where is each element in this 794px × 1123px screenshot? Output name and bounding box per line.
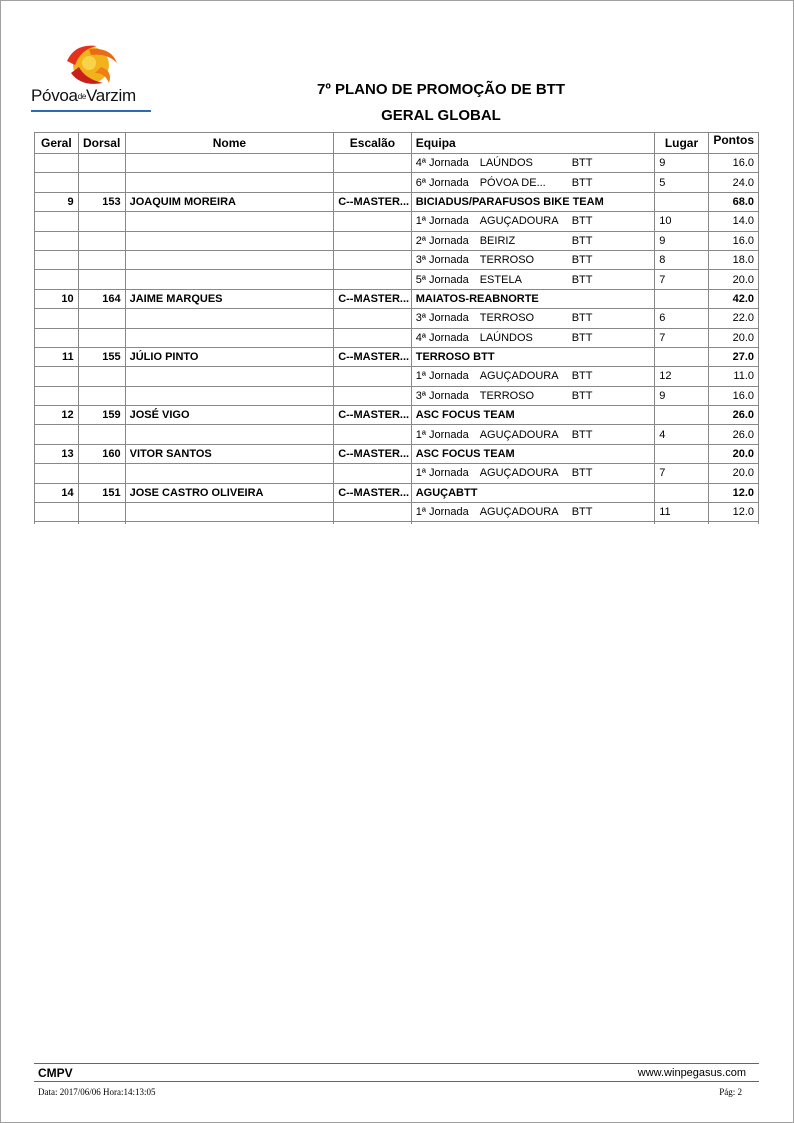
- cell-stage: [411, 328, 655, 347]
- cell-escalao: [334, 231, 412, 250]
- end-cell: [411, 522, 655, 525]
- stage-modality: BTT: [571, 157, 593, 170]
- cell-nome: [125, 464, 334, 483]
- cell-geral: [35, 173, 79, 192]
- stage-row: [35, 425, 759, 444]
- stage-row: [35, 367, 759, 386]
- cell-nome: [125, 270, 334, 289]
- stage-label: 3ª Jornada: [415, 389, 469, 402]
- cell-escalao: [334, 309, 412, 328]
- end-cell: [334, 522, 412, 525]
- cell-stage: [411, 425, 655, 444]
- stage-location: TERROSO: [479, 389, 535, 402]
- cell-dorsal: 160: [78, 444, 125, 463]
- stage-location: LAÚNDOS: [479, 157, 533, 170]
- sun-logo-icon: [61, 43, 123, 87]
- cell-geral: [35, 386, 79, 405]
- cell-nome: [125, 309, 334, 328]
- cell-geral: 14: [35, 483, 79, 502]
- stage-modality: BTT: [571, 370, 593, 383]
- cell-pontos: 16.0: [708, 154, 758, 173]
- footer-divider-2: [34, 1081, 759, 1082]
- cell-pontos: 18.0: [708, 250, 758, 269]
- stage-location: AGUÇADOURA: [479, 215, 559, 228]
- cell-lugar: 7: [655, 464, 709, 483]
- table-header-row: [35, 133, 759, 154]
- cell-geral: [35, 231, 79, 250]
- stage-row: [35, 328, 759, 347]
- stage-label: 3ª Jornada: [415, 312, 469, 325]
- cell-lugar: [655, 289, 709, 308]
- cell-equipa: ASC FOCUS TEAM: [411, 406, 655, 425]
- cell-geral: [35, 367, 79, 386]
- cell-nome: JÚLIO PINTO: [125, 347, 334, 366]
- cell-lugar: 7: [655, 328, 709, 347]
- cell-lugar: [655, 406, 709, 425]
- cell-escalao: C--MASTER...: [334, 483, 412, 502]
- cell-equipa: TERROSO BTT: [411, 347, 655, 366]
- cell-lugar: [655, 483, 709, 502]
- cell-nome: JOSE CASTRO OLIVEIRA: [125, 483, 334, 502]
- cell-pontos: 24.0: [708, 173, 758, 192]
- end-cell: [708, 522, 758, 525]
- stage-label: 4ª Jornada: [415, 331, 469, 344]
- stage-location: AGUÇADOURA: [479, 370, 559, 383]
- cell-lugar: 10: [655, 212, 709, 231]
- cell-geral: [35, 309, 79, 328]
- cell-geral: 12: [35, 406, 79, 425]
- col-header-lugar: Lugar: [655, 133, 709, 154]
- cell-escalao: [334, 154, 412, 173]
- cell-nome: [125, 503, 334, 522]
- stage-modality: BTT: [571, 273, 593, 286]
- logo-text: PóvoadeVarzim: [31, 86, 136, 105]
- stage-row: [35, 231, 759, 250]
- logo: [31, 43, 155, 113]
- cell-escalao: [334, 212, 412, 231]
- cell-escalao: C--MASTER...: [334, 444, 412, 463]
- cell-nome: [125, 367, 334, 386]
- stage-row: [35, 154, 759, 173]
- cell-lugar: 9: [655, 154, 709, 173]
- cell-equipa: AGUÇABTT: [411, 483, 655, 502]
- stage-label: 1ª Jornada: [415, 506, 469, 519]
- cell-nome: [125, 386, 334, 405]
- cell-pontos: 27.0: [708, 347, 758, 366]
- stage-location: LAÚNDOS: [479, 331, 533, 344]
- cell-escalao: C--MASTER...: [334, 192, 412, 211]
- cell-lugar: 5: [655, 173, 709, 192]
- stage-row: [35, 173, 759, 192]
- cell-geral: 10: [35, 289, 79, 308]
- stage-row: [35, 309, 759, 328]
- cell-dorsal: [78, 154, 125, 173]
- athlete-row: [35, 347, 759, 366]
- cell-geral: [35, 503, 79, 522]
- cell-pontos: 68.0: [708, 192, 758, 211]
- cell-lugar: [655, 444, 709, 463]
- stage-label: 1ª Jornada: [415, 370, 469, 383]
- cell-pontos: 20.0: [708, 328, 758, 347]
- stage-row: [35, 503, 759, 522]
- cell-equipa: MAIATOS-REABNORTE: [411, 289, 655, 308]
- cell-stage: [411, 270, 655, 289]
- cell-geral: [35, 250, 79, 269]
- cell-geral: 11: [35, 347, 79, 366]
- cell-lugar: 9: [655, 231, 709, 250]
- stage-row: [35, 250, 759, 269]
- cell-escalao: [334, 173, 412, 192]
- ranking-table: [34, 132, 759, 524]
- cell-pontos: 26.0: [708, 425, 758, 444]
- col-header-geral: Geral: [35, 133, 79, 154]
- cell-pontos: 11.0: [708, 367, 758, 386]
- athlete-row: [35, 483, 759, 502]
- page-title: 7º PLANO DE PROMOÇÃO DE BTT: [317, 81, 565, 98]
- cell-stage: [411, 464, 655, 483]
- cell-equipa: BICIADUS/PARAFUSOS BIKE TEAM: [411, 192, 655, 211]
- stage-location: BEIRIZ: [479, 234, 516, 247]
- cell-pontos: 26.0: [708, 406, 758, 425]
- stage-row: [35, 464, 759, 483]
- athlete-row: [35, 289, 759, 308]
- cell-nome: [125, 425, 334, 444]
- cell-dorsal: 155: [78, 347, 125, 366]
- cell-dorsal: [78, 212, 125, 231]
- stage-row: [35, 270, 759, 289]
- stage-location: TERROSO: [479, 312, 535, 325]
- cell-nome: JAIME MARQUES: [125, 289, 334, 308]
- athlete-row: [35, 192, 759, 211]
- cell-lugar: 4: [655, 425, 709, 444]
- page-subtitle: GERAL GLOBAL: [381, 107, 501, 124]
- stage-modality: BTT: [571, 176, 593, 189]
- stage-modality: BTT: [571, 389, 593, 402]
- cell-nome: JOSÉ VIGO: [125, 406, 334, 425]
- cell-pontos: 20.0: [708, 464, 758, 483]
- cell-dorsal: 151: [78, 483, 125, 502]
- stage-label: 1ª Jornada: [415, 467, 469, 480]
- cell-escalao: [334, 464, 412, 483]
- footer-org: CMPV: [38, 1066, 73, 1080]
- cell-lugar: [655, 347, 709, 366]
- cell-dorsal: 153: [78, 192, 125, 211]
- cell-dorsal: [78, 386, 125, 405]
- stage-modality: BTT: [571, 254, 593, 267]
- cell-escalao: [334, 328, 412, 347]
- cell-geral: [35, 212, 79, 231]
- footer-date: Data: 2017/06/06 Hora:14:13:05: [38, 1087, 156, 1097]
- end-cell: [35, 522, 79, 525]
- cell-stage: [411, 386, 655, 405]
- cell-dorsal: 159: [78, 406, 125, 425]
- cell-stage: [411, 231, 655, 250]
- stage-label: 1ª Jornada: [415, 215, 469, 228]
- cell-escalao: C--MASTER...: [334, 289, 412, 308]
- cell-geral: [35, 154, 79, 173]
- cell-pontos: 14.0: [708, 212, 758, 231]
- stage-location: TERROSO: [479, 254, 535, 267]
- col-header-equipa: Equipa: [411, 133, 655, 154]
- cell-nome: JOAQUIM MOREIRA: [125, 192, 334, 211]
- cell-dorsal: [78, 425, 125, 444]
- cell-escalao: C--MASTER...: [334, 347, 412, 366]
- cell-nome: [125, 250, 334, 269]
- cell-nome: [125, 231, 334, 250]
- stage-modality: BTT: [571, 331, 593, 344]
- cell-escalao: C--MASTER...: [334, 406, 412, 425]
- cell-geral: [35, 270, 79, 289]
- footer-divider: [34, 1063, 759, 1064]
- cell-pontos: 20.0: [708, 444, 758, 463]
- cell-dorsal: [78, 270, 125, 289]
- cell-pontos: 16.0: [708, 231, 758, 250]
- stage-label: 2ª Jornada: [415, 234, 469, 247]
- cell-stage: [411, 309, 655, 328]
- end-cell: [125, 522, 334, 525]
- stage-location: AGUÇADOURA: [479, 428, 559, 441]
- cell-lugar: [655, 192, 709, 211]
- cell-stage: [411, 154, 655, 173]
- cell-nome: VITOR SANTOS: [125, 444, 334, 463]
- logo-underline: [31, 110, 151, 112]
- table-end-row: [35, 522, 759, 525]
- stage-label: 4ª Jornada: [415, 157, 469, 170]
- cell-pontos: 12.0: [708, 483, 758, 502]
- cell-escalao: [334, 386, 412, 405]
- cell-escalao: [334, 250, 412, 269]
- cell-lugar: 8: [655, 250, 709, 269]
- cell-escalao: [334, 367, 412, 386]
- cell-dorsal: [78, 231, 125, 250]
- stage-location: ESTELA: [479, 273, 522, 286]
- stage-label: 5ª Jornada: [415, 273, 469, 286]
- athlete-row: [35, 406, 759, 425]
- cell-lugar: 12: [655, 367, 709, 386]
- stage-modality: BTT: [571, 234, 593, 247]
- cell-pontos: 12.0: [708, 503, 758, 522]
- cell-nome: [125, 154, 334, 173]
- col-header-dorsal: Dorsal: [78, 133, 125, 154]
- cell-stage: [411, 367, 655, 386]
- cell-dorsal: [78, 367, 125, 386]
- end-cell: [655, 522, 709, 525]
- stage-location: AGUÇADOURA: [479, 467, 559, 480]
- cell-pontos: 16.0: [708, 386, 758, 405]
- athlete-row: [35, 444, 759, 463]
- cell-escalao: [334, 425, 412, 444]
- cell-stage: [411, 250, 655, 269]
- cell-geral: 13: [35, 444, 79, 463]
- cell-geral: [35, 425, 79, 444]
- cell-stage: [411, 212, 655, 231]
- cell-pontos: 22.0: [708, 309, 758, 328]
- stage-modality: BTT: [571, 215, 593, 228]
- cell-dorsal: [78, 173, 125, 192]
- col-header-pontos: Pontos: [708, 133, 758, 154]
- cell-nome: [125, 173, 334, 192]
- cell-escalao: [334, 503, 412, 522]
- cell-escalao: [334, 270, 412, 289]
- cell-dorsal: [78, 309, 125, 328]
- cell-lugar: 9: [655, 386, 709, 405]
- cell-stage: [411, 173, 655, 192]
- cell-lugar: 7: [655, 270, 709, 289]
- stage-modality: BTT: [571, 506, 593, 519]
- cell-stage: [411, 503, 655, 522]
- cell-lugar: 6: [655, 309, 709, 328]
- stage-label: 6ª Jornada: [415, 176, 469, 189]
- footer-website: www.winpegasus.com: [637, 1067, 746, 1079]
- col-header-escalao: Escalão: [334, 133, 412, 154]
- cell-dorsal: [78, 464, 125, 483]
- stage-label: 1ª Jornada: [415, 428, 469, 441]
- cell-lugar: 11: [655, 503, 709, 522]
- cell-dorsal: [78, 328, 125, 347]
- cell-geral: [35, 328, 79, 347]
- table-body: [35, 154, 759, 525]
- cell-geral: [35, 464, 79, 483]
- stage-row: [35, 212, 759, 231]
- cell-pontos: 20.0: [708, 270, 758, 289]
- cell-dorsal: [78, 503, 125, 522]
- stage-label: 3ª Jornada: [415, 254, 469, 267]
- cell-nome: [125, 328, 334, 347]
- cell-pontos: 42.0: [708, 289, 758, 308]
- end-cell: [78, 522, 125, 525]
- col-header-nome: Nome: [125, 133, 334, 154]
- cell-dorsal: [78, 250, 125, 269]
- stage-location: AGUÇADOURA: [479, 506, 559, 519]
- stage-modality: BTT: [571, 428, 593, 441]
- stage-row: [35, 386, 759, 405]
- stage-modality: BTT: [571, 467, 593, 480]
- stage-location: PÓVOA DE...: [479, 176, 546, 189]
- cell-nome: [125, 212, 334, 231]
- cell-dorsal: 164: [78, 289, 125, 308]
- footer-page-number: Pág: 2: [719, 1087, 742, 1097]
- stage-modality: BTT: [571, 312, 593, 325]
- cell-equipa: ASC FOCUS TEAM: [411, 444, 655, 463]
- cell-geral: 9: [35, 192, 79, 211]
